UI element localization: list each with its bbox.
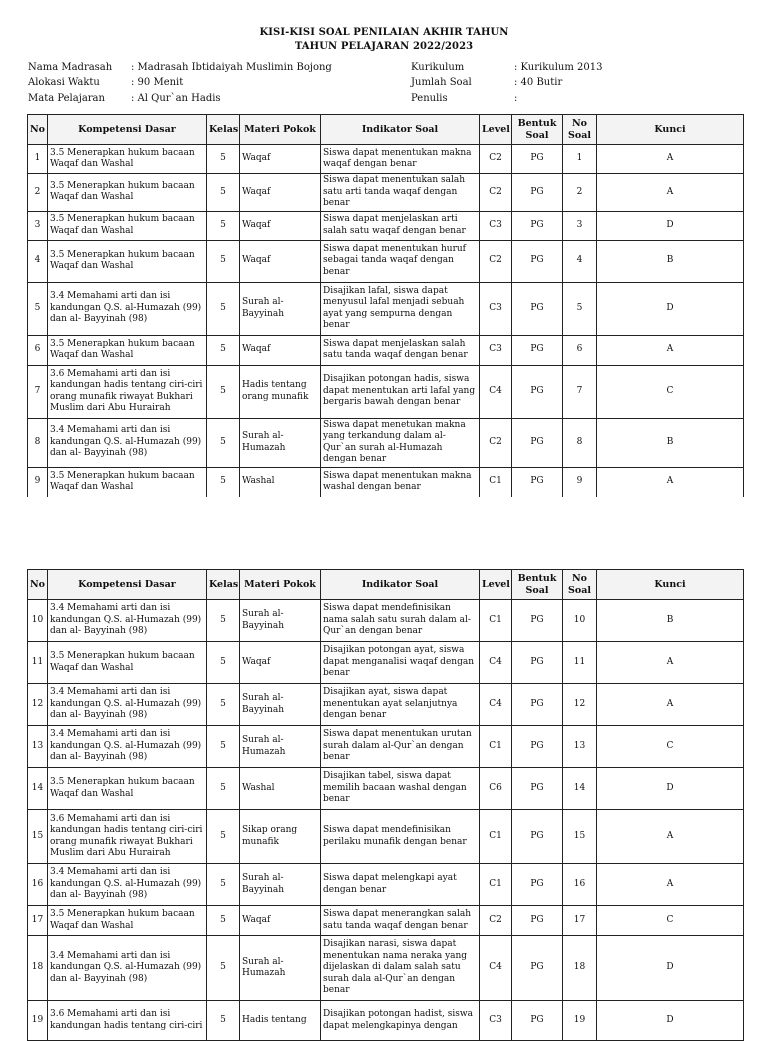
cell-bentuk-soal: PG — [512, 936, 563, 1001]
cell-no: 3 — [28, 211, 48, 240]
cell-kelas: 5 — [207, 365, 240, 418]
meta-value-penulis: : — [514, 93, 518, 104]
cell-indikator-soal: Disajikan tabel, siswa dapat memilih bacaan washal dengan benar — [321, 768, 480, 810]
table-row — [28, 282, 744, 335]
cell-materi-pokok: Hadis tentang orang munafik — [240, 365, 321, 418]
cell-kelas: 5 — [207, 211, 240, 240]
cell-indikator-soal: Siswa dapat mendefinisikan perilaku munafik dengan benar — [321, 810, 480, 864]
cell-level: C4 — [480, 642, 512, 684]
cell-no: 8 — [28, 418, 48, 467]
cell-no-soal: 1 — [563, 145, 597, 174]
cell-kunci: B — [597, 600, 744, 642]
col-header-kompetensi-dasar: Kompetensi Dasar — [48, 115, 207, 145]
col-header-no: No — [28, 115, 48, 145]
cell-no: 7 — [28, 365, 48, 418]
cell-kompetensi-dasar: 3.5 Menerapkan hukum bacaan Waqaf dan Washal — [48, 335, 207, 365]
cell-indikator-soal: Siswa dapat menentukan makna washal dengan benar — [321, 467, 480, 497]
cell-kunci: B — [597, 418, 744, 467]
table-row — [28, 1001, 744, 1041]
cell-materi-pokok: Waqaf — [240, 211, 321, 240]
cell-kompetensi-dasar: 3.4 Memahami arti dan isi kandungan Q.S. al-Humazah (99) dan al- Bayyinah (98) — [48, 600, 207, 642]
table-header-row — [28, 115, 744, 145]
cell-level: C4 — [480, 936, 512, 1001]
cell-kompetensi-dasar: 3.5 Menerapkan hukum bacaan Waqaf dan Washal — [48, 145, 207, 174]
cell-no: 19 — [28, 1001, 48, 1041]
cell-no-soal: 15 — [563, 810, 597, 864]
cell-kelas: 5 — [207, 467, 240, 497]
table-row — [28, 906, 744, 936]
meta-label-penulis: Penulis — [411, 93, 448, 104]
cell-indikator-soal: Siswa dapat menentukan urutan surah dalam al-Qur`an dengan benar — [321, 726, 480, 768]
cell-no-soal: 2 — [563, 174, 597, 212]
col-header-kunci: Kunci — [597, 115, 744, 145]
cell-bentuk-soal: PG — [512, 240, 563, 282]
cell-no-soal: 6 — [563, 335, 597, 365]
cell-kelas: 5 — [207, 906, 240, 936]
table-row — [28, 335, 744, 365]
table-header-row — [28, 570, 744, 600]
cell-indikator-soal: Siswa dapat menentukan salah satu arti tanda waqaf dengan benar — [321, 174, 480, 212]
cell-no: 16 — [28, 864, 48, 906]
cell-kelas: 5 — [207, 282, 240, 335]
col-header-indikator-soal: Indikator Soal — [321, 115, 480, 145]
cell-kompetensi-dasar: 3.5 Menerapkan hukum bacaan Waqaf dan Washal — [48, 174, 207, 212]
cell-no: 18 — [28, 936, 48, 1001]
cell-kelas: 5 — [207, 810, 240, 864]
cell-kelas: 5 — [207, 145, 240, 174]
cell-materi-pokok: Washal — [240, 467, 321, 497]
cell-kunci: C — [597, 365, 744, 418]
cell-level: C3 — [480, 335, 512, 365]
cell-kompetensi-dasar: 3.6 Memahami arti dan isi kandungan hadis tentang ciri-ciri — [48, 1001, 207, 1041]
cell-indikator-soal: Siswa dapat menjelaskan salah satu tanda waqaf dengan benar — [321, 335, 480, 365]
cell-no: 2 — [28, 174, 48, 212]
cell-kunci: C — [597, 906, 744, 936]
cell-kunci: A — [597, 174, 744, 212]
cell-level: C2 — [480, 906, 512, 936]
cell-no-soal: 9 — [563, 467, 597, 497]
cell-materi-pokok: Waqaf — [240, 642, 321, 684]
cell-kunci: A — [597, 642, 744, 684]
cell-no-soal: 4 — [563, 240, 597, 282]
cell-bentuk-soal: PG — [512, 211, 563, 240]
cell-no: 10 — [28, 600, 48, 642]
col-header-bentuk-soal: Bentuk Soal — [512, 570, 563, 600]
cell-materi-pokok: Waqaf — [240, 906, 321, 936]
cell-indikator-soal: Siswa dapat menetukan makna yang terkandung dalam al-Qur`an surah al-Humazah dengan benar — [321, 418, 480, 467]
col-header-no: No — [28, 570, 48, 600]
cell-no-soal: 10 — [563, 600, 597, 642]
table-row — [28, 418, 744, 467]
col-header-bentuk-soal: Bentuk Soal — [512, 115, 563, 145]
cell-level: C6 — [480, 768, 512, 810]
cell-kelas: 5 — [207, 936, 240, 1001]
cell-kelas: 5 — [207, 174, 240, 212]
cell-no-soal: 13 — [563, 726, 597, 768]
col-header-materi-pokok: Materi Pokok — [240, 115, 321, 145]
cell-bentuk-soal: PG — [512, 726, 563, 768]
cell-kelas: 5 — [207, 1001, 240, 1041]
meta-value-kurikulum: : Kurikulum 2013 — [514, 62, 603, 73]
cell-materi-pokok: Surah al-Humazah — [240, 726, 321, 768]
cell-indikator-soal: Siswa dapat mendefinisikan nama salah satu surah dalam al-Qur`an dengan benar — [321, 600, 480, 642]
cell-no-soal: 16 — [563, 864, 597, 906]
cell-bentuk-soal: PG — [512, 467, 563, 497]
cell-materi-pokok: Sikap orang munafik — [240, 810, 321, 864]
cell-kunci: D — [597, 1001, 744, 1041]
cell-bentuk-soal: PG — [512, 145, 563, 174]
cell-indikator-soal: Disajikan ayat, siswa dapat menentukan ayat selanjutnya dengan benar — [321, 684, 480, 726]
cell-level: C2 — [480, 418, 512, 467]
cell-no-soal: 17 — [563, 906, 597, 936]
cell-kunci: D — [597, 211, 744, 240]
cell-kompetensi-dasar: 3.5 Menerapkan hukum bacaan Waqaf dan Washal — [48, 642, 207, 684]
cell-kompetensi-dasar: 3.5 Menerapkan hukum bacaan Waqaf dan Washal — [48, 240, 207, 282]
cell-level: C3 — [480, 282, 512, 335]
meta-label-kurikulum: Kurikulum — [411, 62, 465, 73]
cell-no: 11 — [28, 642, 48, 684]
kisi-kisi-table-2 — [27, 569, 744, 1041]
cell-kompetensi-dasar: 3.4 Memahami arti dan isi kandungan Q.S. al-Humazah (99) dan al- Bayyinah (98) — [48, 864, 207, 906]
col-header-level: Level — [480, 570, 512, 600]
cell-kelas: 5 — [207, 726, 240, 768]
cell-no-soal: 8 — [563, 418, 597, 467]
table-row — [28, 726, 744, 768]
cell-level: C3 — [480, 211, 512, 240]
cell-bentuk-soal: PG — [512, 684, 563, 726]
cell-indikator-soal: Siswa dapat menerangkan salah satu tanda waqaf dengan benar — [321, 906, 480, 936]
cell-level: C3 — [480, 1001, 512, 1041]
cell-kelas: 5 — [207, 418, 240, 467]
cell-bentuk-soal: PG — [512, 282, 563, 335]
cell-indikator-soal: Siswa dapat menjelaskan arti salah satu waqaf dengan benar — [321, 211, 480, 240]
meta-value-jumlah-soal: : 40 Butir — [514, 77, 563, 88]
cell-level: C1 — [480, 864, 512, 906]
cell-indikator-soal: Siswa dapat menentukan huruf sebagai tanda waqaf dengan benar — [321, 240, 480, 282]
cell-bentuk-soal: PG — [512, 810, 563, 864]
cell-materi-pokok: Washal — [240, 768, 321, 810]
cell-level: C2 — [480, 145, 512, 174]
page-break — [0, 497, 768, 570]
cell-kelas: 5 — [207, 768, 240, 810]
cell-kompetensi-dasar: 3.5 Menerapkan hukum bacaan Waqaf dan Washal — [48, 768, 207, 810]
cell-materi-pokok: Waqaf — [240, 240, 321, 282]
cell-kunci: B — [597, 240, 744, 282]
cell-indikator-soal: Disajikan narasi, siswa dapat menentukan nama neraka yang dijelaskan di dalam salah satu surah dala al-Qur`an dengan benar — [321, 936, 480, 1001]
cell-no: 4 — [28, 240, 48, 282]
cell-materi-pokok: Surah al-Humazah — [240, 936, 321, 1001]
col-header-no-soal: No Soal — [563, 570, 597, 600]
cell-no-soal: 18 — [563, 936, 597, 1001]
cell-kompetensi-dasar: 3.4 Memahami arti dan isi kandungan Q.S. al-Humazah (99) dan al- Bayyinah (98) — [48, 726, 207, 768]
cell-kelas: 5 — [207, 240, 240, 282]
cell-materi-pokok: Surah al-Bayyinah — [240, 684, 321, 726]
cell-indikator-soal: Siswa dapat melengkapi ayat dengan benar — [321, 864, 480, 906]
document-subtitle: TAHUN PELAJARAN 2022/2023 — [294, 41, 474, 52]
cell-bentuk-soal: PG — [512, 365, 563, 418]
cell-materi-pokok: Waqaf — [240, 335, 321, 365]
table-row — [28, 684, 744, 726]
cell-kompetensi-dasar: 3.5 Menerapkan hukum bacaan Waqaf dan Washal — [48, 467, 207, 497]
cell-no: 14 — [28, 768, 48, 810]
table-row — [28, 240, 744, 282]
table-row — [28, 642, 744, 684]
cell-kunci: C — [597, 726, 744, 768]
cell-no: 13 — [28, 726, 48, 768]
cell-kunci: A — [597, 145, 744, 174]
cell-no-soal: 14 — [563, 768, 597, 810]
meta-value-nama-madrasah: : Madrasah Ibtidaiyah Muslimin Bojong — [131, 62, 332, 73]
cell-level: C1 — [480, 467, 512, 497]
cell-indikator-soal: Siswa dapat menentukan makna waqaf dengan benar — [321, 145, 480, 174]
cell-kunci: D — [597, 282, 744, 335]
cell-materi-pokok: Waqaf — [240, 174, 321, 212]
col-header-no-soal: No Soal — [563, 115, 597, 145]
cell-no: 9 — [28, 467, 48, 497]
cell-no: 5 — [28, 282, 48, 335]
col-header-kelas: Kelas — [207, 570, 240, 600]
cell-no-soal: 19 — [563, 1001, 597, 1041]
table-row — [28, 768, 744, 810]
meta-label-mata-pelajaran: Mata Pelajaran — [28, 93, 105, 104]
cell-kunci: A — [597, 864, 744, 906]
cell-indikator-soal: Disajikan lafal, siswa dapat menyusul lafal menjadi sebuah ayat yang sempurna dengan benar — [321, 282, 480, 335]
cell-kompetensi-dasar: 3.4 Memahami arti dan isi kandungan Q.S. al-Humazah (99) dan al- Bayyinah (98) — [48, 282, 207, 335]
kisi-kisi-table-1 — [27, 114, 744, 498]
cell-kunci: A — [597, 335, 744, 365]
col-header-materi-pokok: Materi Pokok — [240, 570, 321, 600]
cell-bentuk-soal: PG — [512, 642, 563, 684]
cell-level: C1 — [480, 600, 512, 642]
cell-bentuk-soal: PG — [512, 768, 563, 810]
table-row — [28, 211, 744, 240]
cell-bentuk-soal: PG — [512, 906, 563, 936]
cell-materi-pokok: Hadis tentang — [240, 1001, 321, 1041]
cell-kelas: 5 — [207, 864, 240, 906]
col-header-indikator-soal: Indikator Soal — [321, 570, 480, 600]
col-header-kunci: Kunci — [597, 570, 744, 600]
cell-level: C4 — [480, 684, 512, 726]
cell-no-soal: 12 — [563, 684, 597, 726]
meta-label-jumlah-soal: Jumlah Soal — [411, 77, 472, 88]
table-row — [28, 467, 744, 497]
table-row — [28, 600, 744, 642]
cell-indikator-soal: Disajikan potongan hadist, siswa dapat melengkapinya dengan — [321, 1001, 480, 1041]
meta-value-alokasi-waktu: : 90 Menit — [131, 77, 184, 88]
cell-kompetensi-dasar: 3.5 Menerapkan hukum bacaan Waqaf dan Washal — [48, 211, 207, 240]
cell-kompetensi-dasar: 3.4 Memahami arti dan isi kandungan Q.S. al-Humazah (99) dan al- Bayyinah (98) — [48, 684, 207, 726]
cell-materi-pokok: Waqaf — [240, 145, 321, 174]
cell-materi-pokok: Surah al-Bayyinah — [240, 282, 321, 335]
col-header-level: Level — [480, 115, 512, 145]
cell-kunci: D — [597, 936, 744, 1001]
table-row — [28, 864, 744, 906]
cell-no: 17 — [28, 906, 48, 936]
cell-no-soal: 11 — [563, 642, 597, 684]
table-row — [28, 145, 744, 174]
cell-bentuk-soal: PG — [512, 1001, 563, 1041]
cell-kompetensi-dasar: 3.4 Memahami arti dan isi kandungan Q.S. al-Humazah (99) dan al- Bayyinah (98) — [48, 936, 207, 1001]
cell-kunci: D — [597, 768, 744, 810]
cell-kelas: 5 — [207, 600, 240, 642]
cell-level: C1 — [480, 726, 512, 768]
cell-level: C2 — [480, 174, 512, 212]
cell-materi-pokok: Surah al-Bayyinah — [240, 600, 321, 642]
cell-bentuk-soal: PG — [512, 335, 563, 365]
cell-kelas: 5 — [207, 335, 240, 365]
cell-materi-pokok: Surah al-Bayyinah — [240, 864, 321, 906]
col-header-kelas: Kelas — [207, 115, 240, 145]
cell-no-soal: 7 — [563, 365, 597, 418]
cell-level: C4 — [480, 365, 512, 418]
cell-no: 6 — [28, 335, 48, 365]
cell-kelas: 5 — [207, 642, 240, 684]
cell-kunci: A — [597, 684, 744, 726]
cell-indikator-soal: Disajikan potongan ayat, siswa dapat menganalisi waqaf dengan benar — [321, 642, 480, 684]
cell-no-soal: 5 — [563, 282, 597, 335]
cell-indikator-soal: Disajikan potongan hadis, siswa dapat menentukan arti lafal yang bergaris bawah dengan benar — [321, 365, 480, 418]
table-row — [28, 810, 744, 864]
cell-kompetensi-dasar: 3.6 Memahami arti dan isi kandungan hadis tentang ciri-ciri orang munafik riwayat Bukhari Muslim dari Abu Hurairah — [48, 810, 207, 864]
meta-label-nama-madrasah: Nama Madrasah — [28, 62, 113, 73]
cell-level: C2 — [480, 240, 512, 282]
table-row — [28, 365, 744, 418]
cell-no: 1 — [28, 145, 48, 174]
cell-bentuk-soal: PG — [512, 418, 563, 467]
cell-no: 15 — [28, 810, 48, 864]
cell-level: C1 — [480, 810, 512, 864]
cell-kompetensi-dasar: 3.5 Menerapkan hukum bacaan Waqaf dan Washal — [48, 906, 207, 936]
cell-materi-pokok: Surah al-Humazah — [240, 418, 321, 467]
cell-no-soal: 3 — [563, 211, 597, 240]
meta-value-mata-pelajaran: : Al Qur`an Hadis — [131, 93, 221, 104]
cell-bentuk-soal: PG — [512, 600, 563, 642]
cell-kunci: A — [597, 810, 744, 864]
cell-kompetensi-dasar: 3.6 Memahami arti dan isi kandungan hadis tentang ciri-ciri orang munafik riwayat Bukhari Muslim dari Abu Hurairah — [48, 365, 207, 418]
col-header-kompetensi-dasar: Kompetensi Dasar — [48, 570, 207, 600]
cell-no: 12 — [28, 684, 48, 726]
cell-kunci: A — [597, 467, 744, 497]
table-row — [28, 936, 744, 1001]
cell-kompetensi-dasar: 3.4 Memahami arti dan isi kandungan Q.S. al-Humazah (99) dan al- Bayyinah (98) — [48, 418, 207, 467]
cell-bentuk-soal: PG — [512, 864, 563, 906]
table-row — [28, 174, 744, 212]
meta-label-alokasi-waktu: Alokasi Waktu — [28, 77, 100, 88]
cell-bentuk-soal: PG — [512, 174, 563, 212]
cell-kelas: 5 — [207, 684, 240, 726]
document-title: KISI-KISI SOAL PENILAIAN AKHIR TAHUN — [259, 27, 509, 38]
